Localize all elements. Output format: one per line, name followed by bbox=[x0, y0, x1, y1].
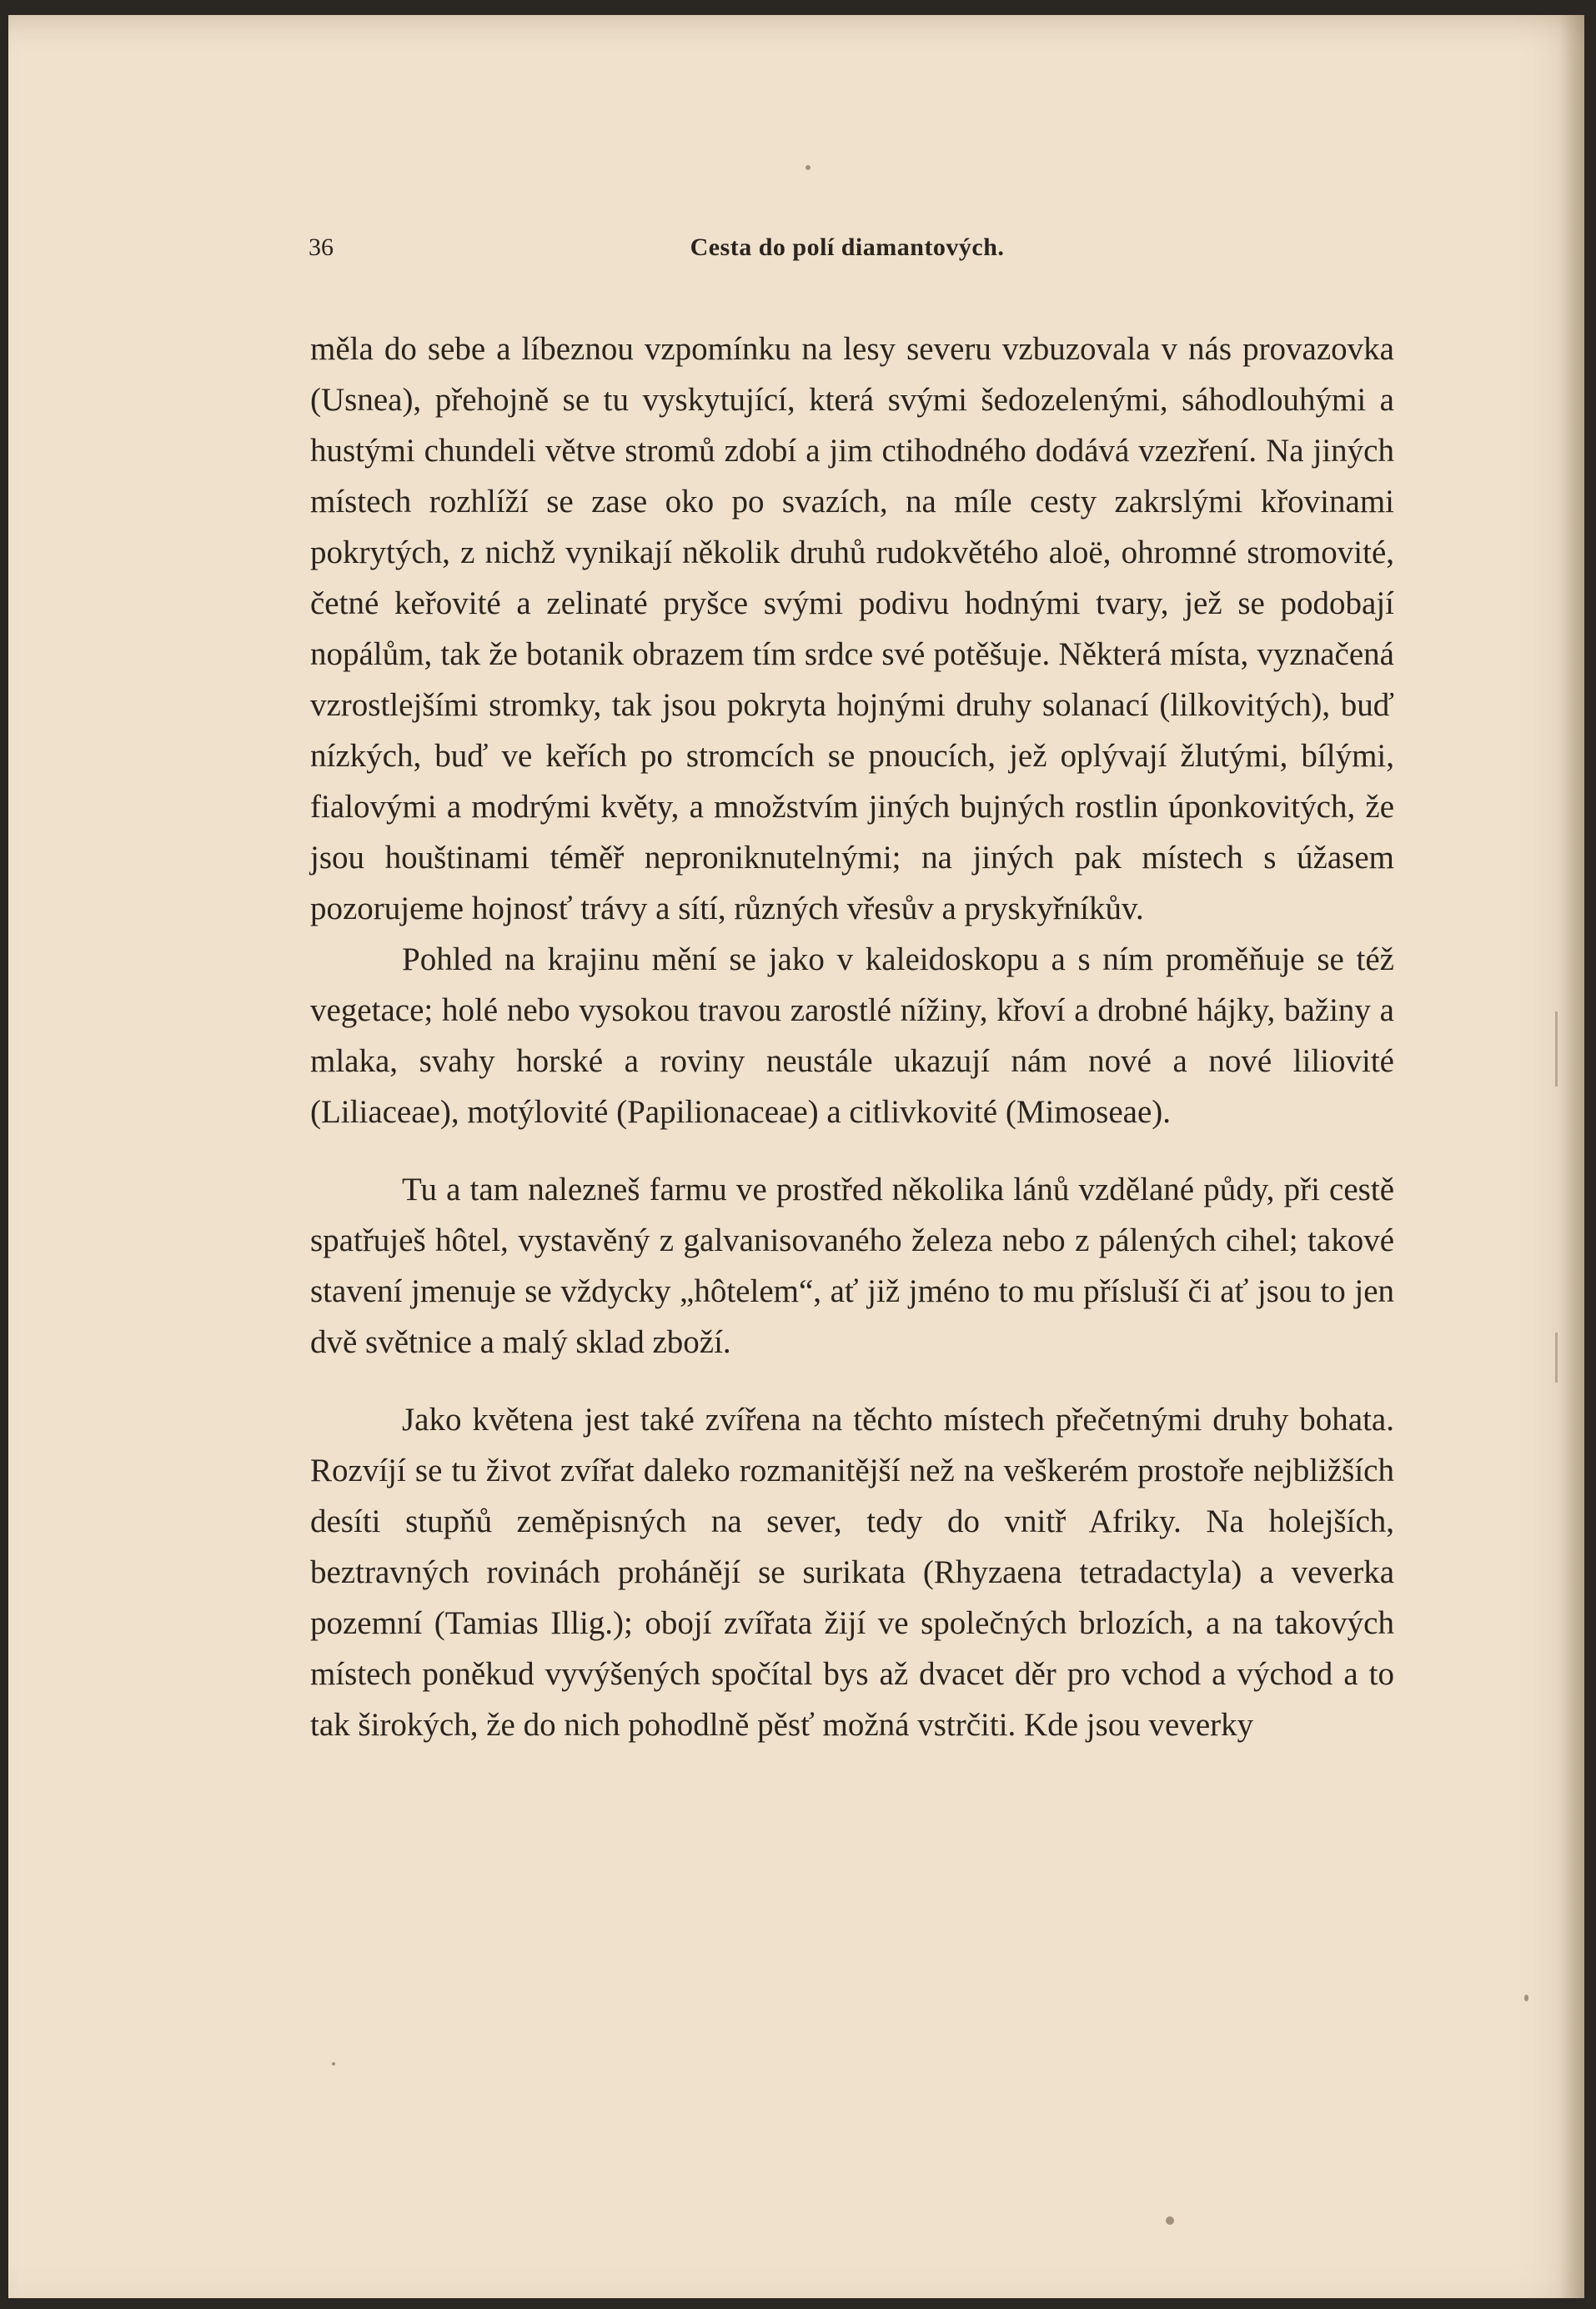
scan-speck bbox=[1166, 2216, 1174, 2225]
paragraph-1: měla do sebe a líbeznou vzpomínku na lesy severu vzbuzovala v nás provazovka (Usnea), přehojně se tu vyskytující, která svými šedozelenými, sáhodlouhými a hustými chundeli větve stromů zdobí a jim ctihodného dodává vzezření. Na jiných místech rozhlíží se zase oko po svazích, na míle cesty zakrslými křovinami pokrytých, z nichž vynikají několik druhů rudokvětého aloë, ohromné stromovité, četné keřovité a zelinaté pryšce svými podivu hodnými tvary, jež se podobají nopálům, tak že botanik obrazem tím srdce své potěšuje. Některá místa, vyznačená vzrostlejšími stromky, tak jsou pokryta hojnými druhy solanací (lilkovitých), buď nízkých, buď ve keřích po stromcích se pnoucích, jež oplývají žlutými, bílými, fialovými a modrými květy, a množstvím jiných bujných rostlin úponkovitých, že jsou houštinami téměř neproniknutelnými; na jiných pak místech s úžasem pozorujeme hojnosť trávy a sítí, různých vřesův a pryskyřníkův. bbox=[310, 331, 1394, 926]
paragraph-3: Tu a tam nalezneš farmu ve prostřed několika lánů vzdělané půdy, při cestě spatřuješ hôtel, vystavěný z galvanisovaného železa nebo z pálených cihel; takové stavení jmenuje se vždycky „hôtelem“, ať již jméno to mu přísluší či ať jsou to jen dvě světnice a malý sklad zboží. bbox=[310, 1172, 1394, 1360]
margin-mark bbox=[1555, 1333, 1558, 1383]
book-page bbox=[8, 15, 1584, 2298]
paragraph-4: Jako květena jest také zvířena na těchto místech přečetnými druhy bohata. Rozvíjí se tu život zvířat daleko rozmanitější než na veškerém prostoře nejbližších desíti stupňů zeměpisných na sever, tedy do vnitř Afriky. Na holejších, beztravných rovinách prohánějí se surikata (Rhyzaena tetradactyla) a veverka pozemní (Tamias Illig.); obojí zvířata žijí ve společných brlozích, a na takových místech poněkud vyvýšených spočítal bys až dvacet děr pro vchod a východ a to tak širokých, že do nich pohodlně pěsť možná vstrčiti. Kde jsou veverky bbox=[310, 1402, 1394, 1743]
page-edge-shadow bbox=[1559, 15, 1584, 2298]
scan-speck bbox=[806, 165, 811, 170]
scan-speck bbox=[1524, 1995, 1528, 2001]
scan-speck bbox=[332, 2062, 335, 2066]
text-body bbox=[310, 324, 1394, 1750]
page-header bbox=[300, 233, 1394, 275]
margin-mark bbox=[1555, 1011, 1558, 1087]
running-title: Cesta do polí diamantových. bbox=[690, 233, 1005, 261]
page-number: 36 bbox=[309, 233, 334, 261]
paragraph-2: Pohled na krajinu mění se jako v kaleidoskopu a s ním proměňuje se též vegetace; holé nebo vysokou travou zarostlé nížiny, křoví a drobné hájky, bažiny a mlaka, svahy horské a roviny neustále ukazují nám nové a nové liliovité (Liliaceae), motýlovité (Papilionaceae) a citlivkovité (Mimoseae). bbox=[310, 941, 1394, 1130]
